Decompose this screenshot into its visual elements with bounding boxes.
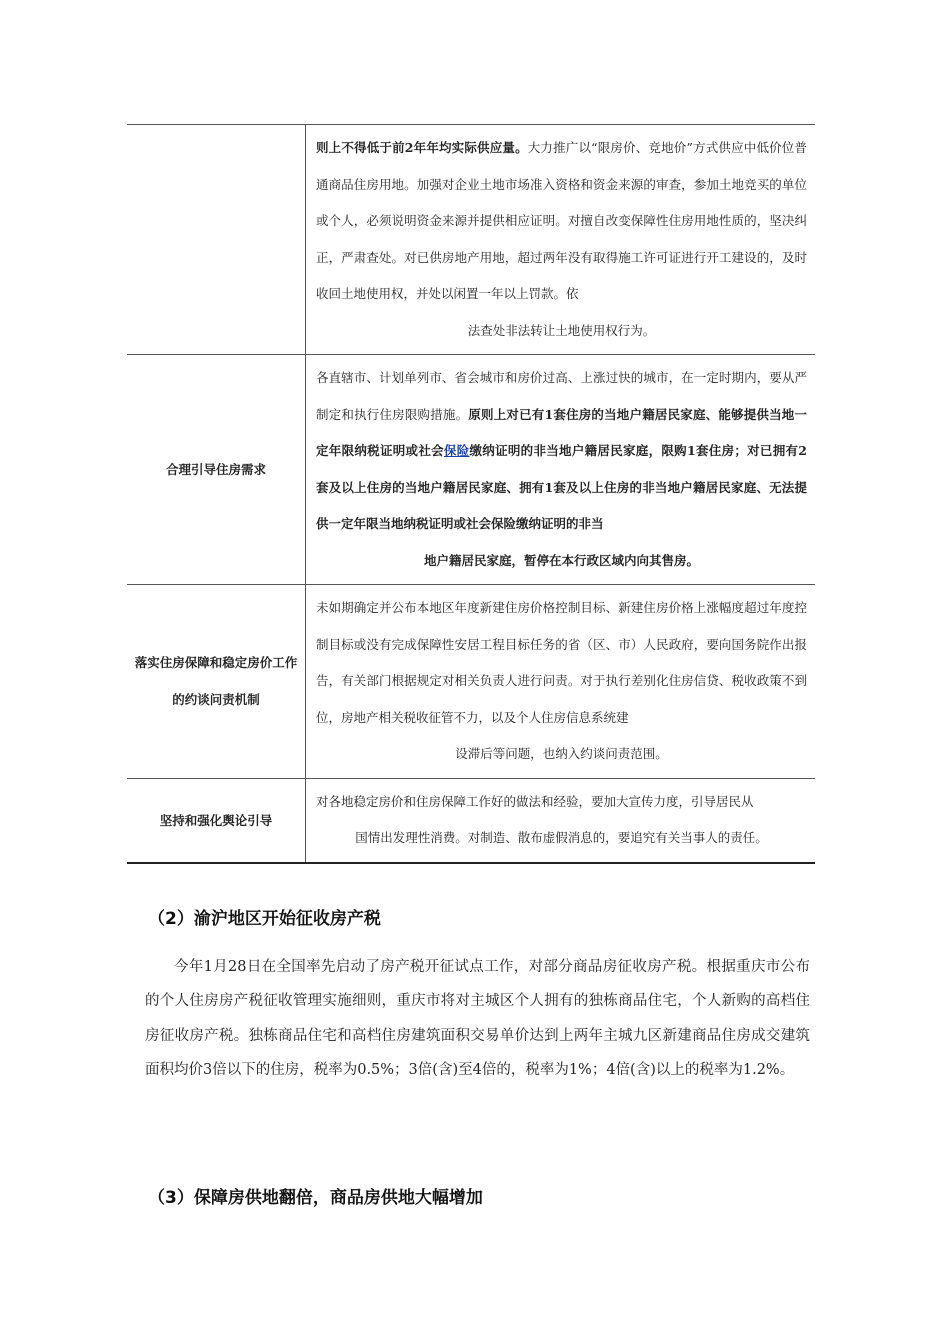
- body-text: 对各地稳定房价和住房保障工作好的做法和经验，要加大宣传力度，引导居民从: [316, 793, 754, 809]
- table-row: [127, 125, 815, 355]
- bold-text-last-line: 地户籍居民家庭，暂停在本行政区域内向其售房。: [423, 552, 699, 568]
- row-label: 落实住房保障和稳定房价工作的约谈问责机制: [127, 585, 306, 779]
- body-text: 未如期确定并公布本地区年度新建住房价格控制目标、新建住房价格上涨幅度超过年度控制目标或没有完成保障性安居工程目标任务的省（区、市）人民政府，要向国务院作出报告，有关部门根据规定对相关负责人进行问责。对于执行差别化住房信贷、税收政策不到位，房地产相关税收征管不力，以及个人住房信息系统建: [316, 600, 807, 725]
- body-text-last-line: 法查处非法转让土地使用权行为。: [467, 322, 656, 338]
- bold-text: 缴纳证明的非当地户籍居民家庭，限购1套住房；对已拥有2套及以上住房的当地户籍居民家庭、拥有1套及以上住房的非当地户籍居民家庭、无法提供一定年限当地纳税证明或社会保险缴纳证明的非当: [316, 443, 807, 531]
- row-label: 合理引导住房需求: [127, 355, 306, 585]
- body-text-last-line: 设滞后等问题，也纳入约谈问责范围。: [455, 746, 668, 761]
- body-text: 各直辖市、计划单列市、省会城市和房价过高、上涨过快的城市，在一定时期内，要从严制定和执行住房限购措施。: [316, 370, 807, 422]
- table-row: [127, 355, 815, 585]
- body-text-last-line: 国情出发理性消费。对制造、散布虚假消息的，要追究有关当事人的责任。: [355, 830, 768, 845]
- body-paragraph: 今年1月28日在全国率先启动了房产税开征试点工作，对部分商品房征收房产税。根据重庆市公布的个人住房房产税征收管理实施细则，重庆市将对主城区个人拥有的独栋商品住宅，个人新购的高档住房征收房产税。独栋商品住宅和高档住房建筑面积交易单价达到上两年主城九区新建商品住房成交建筑面积均价3倍以下的住房，税率为0.5%；3倍(含)至4倍的，税率为1%；4倍(含)以上的税率为1.2%。: [145, 959, 810, 1079]
- policy-table: [127, 124, 815, 864]
- bold-text: 则上不得低于前2年年均实际供应量。: [316, 140, 528, 155]
- bold-text: 原则上对已有1套住房的当地户籍居民家庭、能够提供当地一定年限纳税证明或社会: [316, 406, 807, 458]
- row-content: [306, 585, 816, 779]
- section-heading: （2）渝沪地区开始征收房产税: [148, 909, 381, 929]
- body-text: 大力推广以“限房价、竞地价”方式供应中低价位普通商品住房用地。加强对企业土地市场准入资格和资金来源的审查，参加土地竞买的单位或个人，必须说明资金来源并提供相应证明。对擅自改变保障性住房用地性质的，坚决纠正，严肃查处。对已供房地产用地，超过两年没有取得施工许可证进行开工建设的，及时收回土地使用权，并处以闲置一年以上罚款。依: [316, 140, 807, 301]
- section-heading: （3）保障房供地翻倍，商品房供地大幅增加: [148, 1188, 483, 1208]
- row-content: [306, 778, 816, 863]
- table-row: [127, 778, 815, 863]
- table-row: [127, 585, 815, 779]
- row-content: [306, 355, 816, 585]
- row-label: [127, 125, 306, 355]
- row-content: [306, 125, 816, 355]
- row-label: 坚持和强化舆论引导: [127, 778, 306, 863]
- insurance-link[interactable]: 保险: [443, 443, 470, 458]
